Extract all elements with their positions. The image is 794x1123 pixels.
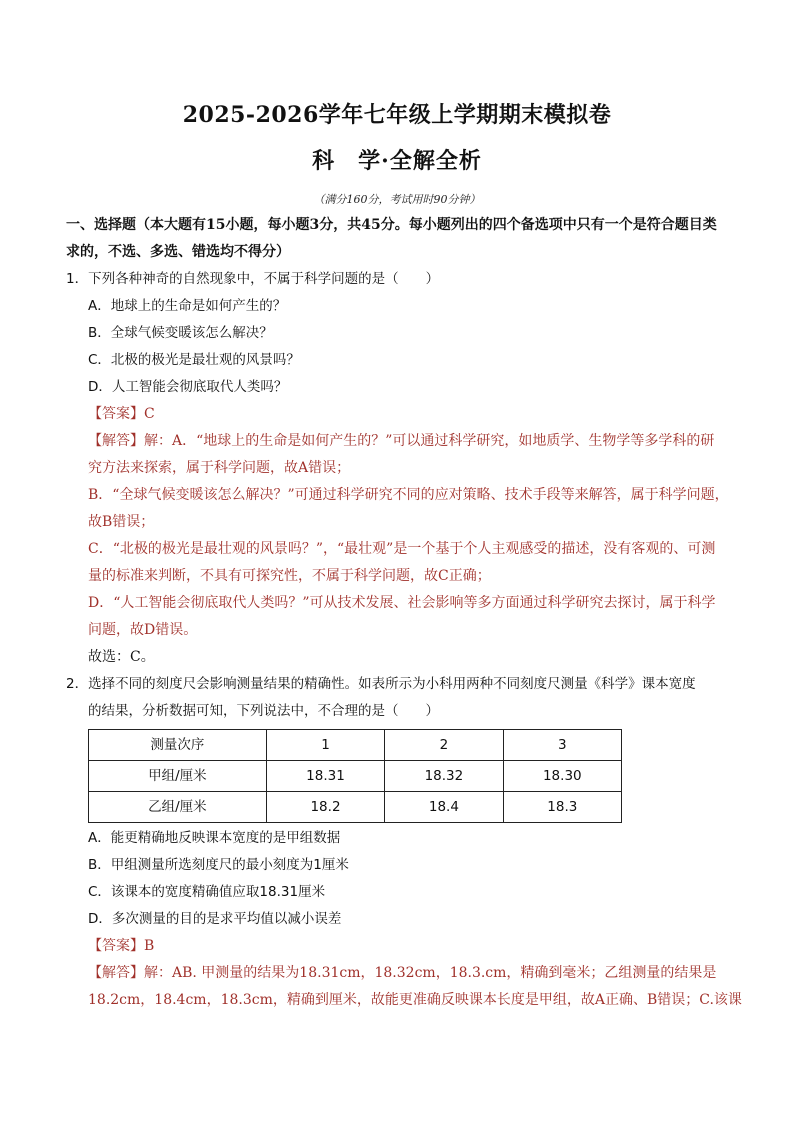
exam-content bbox=[66, 212, 742, 1014]
table-cell: 18.3 bbox=[503, 792, 621, 823]
table-cell: 18.32 bbox=[385, 761, 503, 792]
table-cell: 18.30 bbox=[503, 761, 621, 792]
q1-option-b: B．全球气候变暖该怎么解决？ bbox=[88, 325, 273, 341]
q1-answer bbox=[66, 401, 726, 428]
table-cell: 乙组/厘米 bbox=[89, 792, 267, 823]
q2-option-a: A．能更精确地反映课本宽度的是甲组数据 bbox=[88, 830, 341, 846]
q1-answer-label: 【答案】 bbox=[88, 406, 144, 422]
table-header-cell: 测量次序 bbox=[89, 730, 267, 761]
q1-analysis-line: 究方法来探索，属于科学问题，故A错误； bbox=[88, 460, 351, 476]
q2-stem-cont: 的结果，分析数据可知，下列说法中，不合理的是（ ） bbox=[88, 703, 439, 719]
table-cell: 18.4 bbox=[385, 792, 503, 823]
q2-stem: 2．选择不同的刻度尺会影响测量结果的精确性。如表所示为小科用两种不同刻度尺测量《科学》课本宽度 bbox=[66, 676, 696, 692]
table-row bbox=[89, 792, 622, 823]
table-header-cell: 3 bbox=[503, 730, 621, 761]
exam-title: 2025-2026学年七年级上学期期末模拟卷 bbox=[182, 102, 612, 128]
q1-analysis-line bbox=[66, 428, 726, 455]
q1-conclusion: 故选：C。 bbox=[88, 649, 155, 665]
table-header-row bbox=[89, 730, 622, 761]
q1-analysis-text: 解：A．“地球上的生命是如何产生的？”可以通过科学研究，如地质学、生物学等多学科的研 bbox=[144, 433, 715, 449]
table-header-cell: 2 bbox=[385, 730, 503, 761]
q1-stem: 1．下列各种神奇的自然现象中，不属于科学问题的是（ ） bbox=[66, 271, 440, 287]
q1-option-c: C．北极的极光是最壮观的风景吗？ bbox=[88, 352, 300, 368]
q1-answer-value: C bbox=[144, 406, 155, 422]
score-note: （满分160分，考试用时90分钟） bbox=[313, 193, 481, 206]
q1-analysis-line: 量的标准来判断，不具有可探究性，不属于科学问题，故C正确； bbox=[88, 568, 491, 584]
q2-answer bbox=[66, 933, 726, 960]
q2-analysis-line: 18.2cm，18.4cm，18.3cm，精确到厘米，故能更准确反映课本长度是甲组，故A正确、B错误；C.该课 bbox=[88, 992, 742, 1008]
q2-option-c: C．该课本的宽度精确值应取18.31厘米 bbox=[88, 884, 326, 900]
q2-analysis-text: 解：AB. 甲测量的结果为18.31cm，18.32cm，18.3.cm，精确到毫米；乙组测量的结果是 bbox=[144, 965, 717, 981]
q1-option-d: D．人工智能会彻底取代人类吗？ bbox=[88, 379, 288, 395]
table-cell: 甲组/厘米 bbox=[89, 761, 267, 792]
q2-option-d: D．多次测量的目的是求平均值以减小误差 bbox=[88, 911, 342, 927]
q1-analysis-line: B．“全球气候变暖该怎么解决？”可通过科学研究不同的应对策略、技术手段等来解答，属于科学问题， bbox=[88, 487, 729, 503]
q2-answer-value: B bbox=[144, 938, 155, 954]
q2-answer-label: 【答案】 bbox=[88, 938, 144, 954]
q1-analysis-line: 故B错误； bbox=[88, 514, 155, 530]
q2-analysis-label: 【解答】 bbox=[88, 965, 144, 981]
section-heading: 一、选择题（本大题有15小题，每小题3分，共45分。每小题列出的四个备选项中只有一个是符合题目类 bbox=[66, 217, 717, 233]
q1-option-a: A．地球上的生命是如何产生的？ bbox=[88, 298, 287, 314]
q1-analysis-line: 问题，故D错误。 bbox=[88, 622, 198, 638]
section-heading-cont: 求的，不选、多选、错选均不得分） bbox=[66, 244, 290, 260]
table-cell: 18.31 bbox=[266, 761, 384, 792]
q1-analysis-label: 【解答】 bbox=[88, 433, 144, 449]
table-cell: 18.2 bbox=[266, 792, 384, 823]
table-header-cell: 1 bbox=[266, 730, 384, 761]
q2-analysis-line bbox=[66, 960, 726, 987]
q1-analysis-line: D．“人工智能会彻底取代人类吗？”可从技术发展、社会影响等多方面通过科学研究去探讨，属于科学 bbox=[88, 595, 716, 611]
q1-analysis-line: C．“北极的极光是最壮观的风景吗？”，“最壮观”是一个基于个人主观感受的描述，没有客观的、可测 bbox=[88, 541, 716, 557]
exam-subtitle: 科 学·全解全析 bbox=[312, 148, 482, 174]
table-row bbox=[89, 761, 622, 792]
q2-option-b: B．甲组测量所选刻度尺的最小刻度为1厘米 bbox=[88, 857, 349, 873]
measurement-table bbox=[88, 729, 622, 823]
